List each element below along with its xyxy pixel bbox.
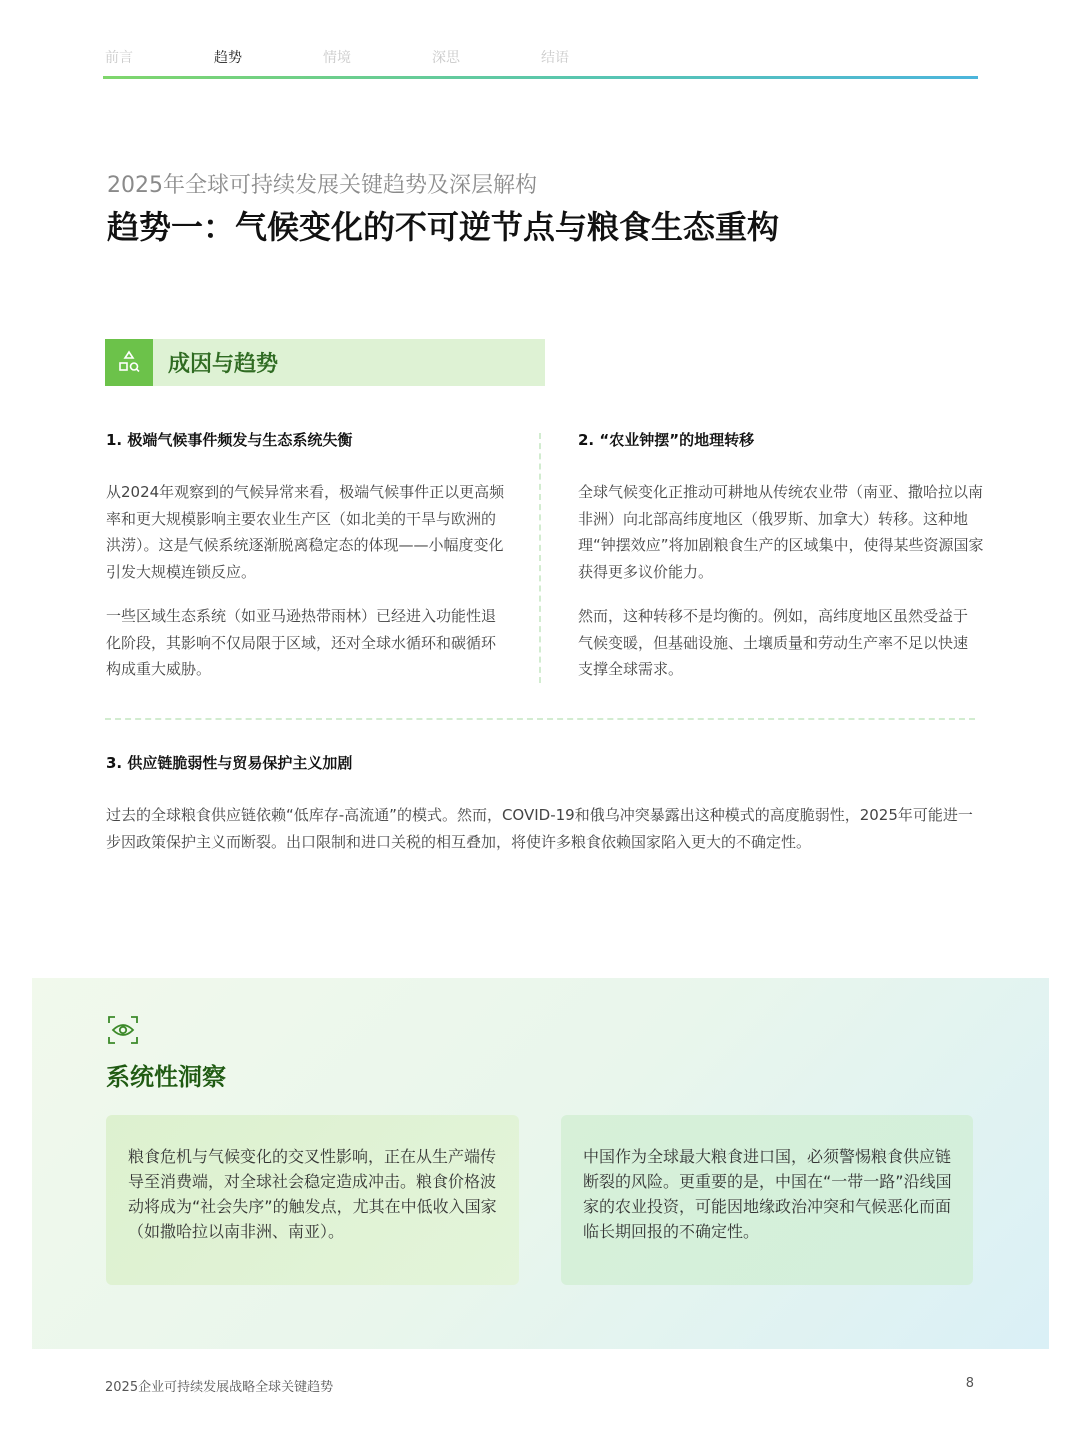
insight-card-1: [106, 1115, 519, 1285]
column-divider: [539, 433, 541, 683]
insight-card-2: [561, 1115, 973, 1285]
nav-item-preface[interactable]: 前言: [105, 50, 133, 66]
banner-icon-box: [105, 339, 153, 386]
insight-card-2-text: 中国作为全球最大粮食进口国，必须警惕粮食供应链断裂的风险。更重要的是，中国在“一带一路”沿线国家的农业投资，可能因地缘政治冲突和气候恶化而面临长期回报的不确定性。: [583, 1147, 952, 1241]
nav-item-reflection[interactable]: 深思: [432, 50, 460, 66]
insight-title: 系统性洞察: [106, 1063, 226, 1091]
page-number: 8: [965, 1376, 974, 1391]
section-1-para-1: 从2024年观察到的气候异常来看，极端气候事件正以更高频率和更大规模影响主要农业生产区（如北美的干旱与欧洲的洪涝）。这是气候系统逐渐脱离稳定态的体现——小幅度变化引发大规模连锁反应。: [106, 483, 505, 581]
section-banner: [105, 339, 545, 386]
nav-underline: [103, 76, 978, 79]
section-heading-3: 3. 供应链脆弱性与贸易保护主义加剧: [106, 754, 353, 772]
nav-item-trends[interactable]: 趋势: [214, 50, 242, 66]
nav-item-conclusion[interactable]: 结语: [541, 50, 569, 66]
section-heading-1: 1. 极端气候事件频发与生态系统失衡: [106, 431, 353, 449]
section-banner-label: 成因与趋势: [168, 352, 279, 377]
section-1-para-2: 一些区域生态系统（如亚马逊热带雨林）已经进入功能性退化阶段，其影响不仅局限于区域，还对全球水循环和碳循环构成重大威胁。: [106, 607, 497, 678]
section-heading-2: 2. “农业钟摆”的地理转移: [578, 431, 755, 449]
insight-card-1-text: 粮食危机与气候变化的交叉性影响，正在从生产端传导至消费端，对全球社会稳定造成冲击。粮食价格波动将成为“社会失序”的触发点，尤其在中低收入国家（如撒哈拉以南非洲、南亚）。: [128, 1147, 497, 1241]
section-2-para-1: 全球气候变化正推动可耕地从传统农业带（南亚、撒哈拉以南非洲）向北部高纬度地区（俄罗斯、加拿大）转移。这种地理“钟摆效应”将加剧粮食生产的区域集中，使得某些资源国家获得更多议价能力。: [578, 483, 984, 581]
section-2-para-2: 然而，这种转移不是均衡的。例如，高纬度地区虽然受益于气候变暖，但基础设施、土壤质量和劳动生产率不足以快速支撑全球需求。: [578, 607, 969, 678]
section-3-para-1: 过去的全球粮食供应链依赖“低库存-高流通”的模式。然而，COVID-19和俄乌冲突暴露出这种模式的高度脆弱性，2025年可能进一步因政策保护主义而断裂。出口限制和进口关税的相互叠加，将使许多粮食依赖国家陷入更大的不确定性。: [106, 806, 973, 851]
eye-scan-icon: [107, 1015, 139, 1045]
page-subtitle: 2025年全球可持续发展关键趋势及深层解构: [107, 173, 537, 198]
nav-item-scenarios[interactable]: 情境: [323, 50, 351, 66]
top-nav: [105, 47, 977, 67]
shapes-icon: [117, 350, 141, 374]
footer-title: 2025企业可持续发展战略全球关键趋势: [105, 1380, 334, 1395]
row-divider: [105, 718, 975, 720]
page-title: 趋势一：气候变化的不可逆节点与粮食生态重构: [107, 208, 780, 246]
